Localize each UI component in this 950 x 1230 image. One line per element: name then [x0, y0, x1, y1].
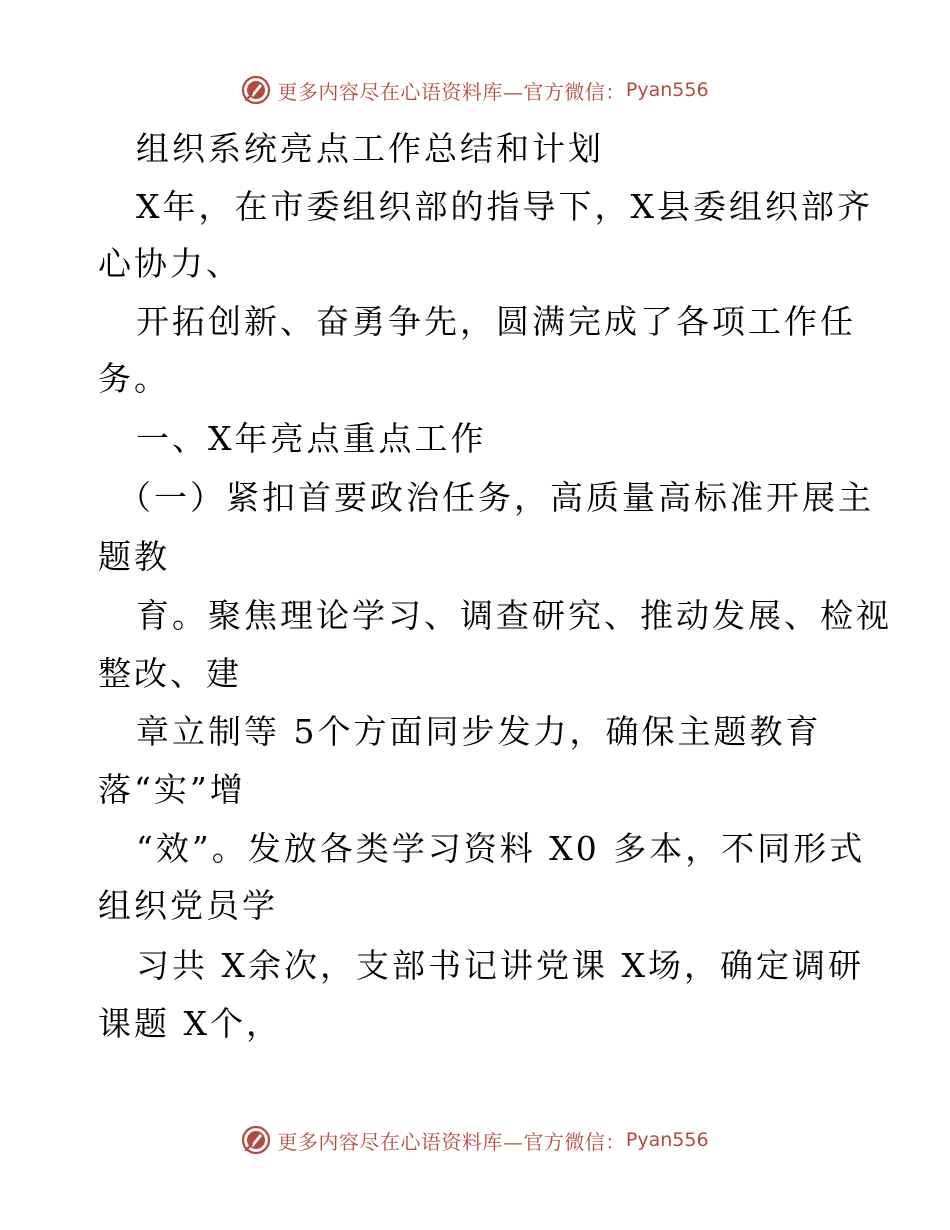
pen-seal-icon — [241, 75, 271, 105]
paragraph-line: “效”。发放各类学习资料 X0 多本，不同形式 — [136, 829, 866, 868]
watermark-banner-top — [0, 70, 950, 110]
watermark-text: 更多内容尽在心语资料库—官方微信： — [277, 1129, 626, 1154]
paragraph-line: 组织党员学 — [98, 886, 278, 925]
paragraph-line: 题教 — [98, 537, 170, 576]
paragraph-line: X年，在市委组织部的指导下，X县委组织部齐 — [136, 187, 873, 226]
paragraph-line: 心协力、 — [98, 244, 242, 283]
paragraph-line: 务。 — [98, 359, 170, 398]
watermark-wechat-id: Pyan556 — [625, 1129, 709, 1151]
document-title: 组织系统亮点工作总结和计划 — [136, 129, 604, 168]
paragraph-line: 课题 X个， — [98, 1004, 282, 1043]
paragraph-line: 章立制等 5个方面同步发力，确保主题教育 — [136, 712, 822, 751]
paragraph-line: 育。聚焦理论学习、调查研究、推动发展、检视 — [136, 596, 892, 635]
paragraph-line: 整改、建 — [98, 654, 242, 693]
paragraph-line: 落“实”增 — [98, 770, 246, 809]
pen-seal-icon — [241, 1125, 271, 1155]
watermark-wechat-id: Pyan556 — [625, 79, 709, 101]
subsection-heading: （一）紧扣首要政治任务，高质量高标准开展主 — [118, 478, 874, 517]
paragraph-line: 开拓创新、奋勇争先，圆满完成了各项工作任 — [136, 302, 856, 341]
paragraph-line: 习共 X余次，支部书记讲党课 X场，确定调研 — [136, 946, 864, 985]
section-heading: 一、X年亮点重点工作 — [136, 419, 487, 458]
watermark-banner-bottom — [0, 1120, 950, 1160]
watermark-text: 更多内容尽在心语资料库—官方微信： — [277, 79, 626, 104]
